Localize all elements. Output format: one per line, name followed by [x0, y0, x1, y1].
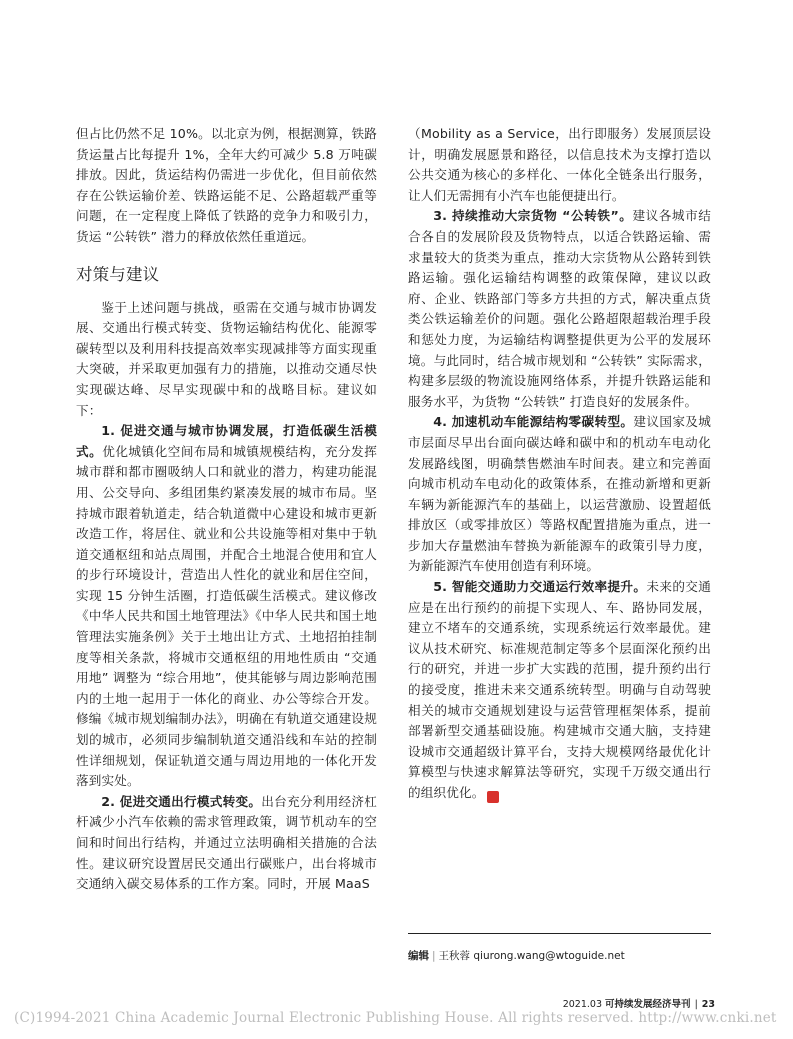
divider: | — [694, 999, 698, 1010]
editor-name: 王秋蓉 — [438, 950, 471, 962]
recommendation-title: 1. 促进交通与城市协调发展，打造低碳生活模式。 — [76, 423, 377, 459]
recommendation-1 — [76, 421, 377, 792]
left-column — [76, 124, 377, 895]
recommendation-3 — [408, 206, 711, 412]
recommendation-title: 5. 智能交通助力交通运行效率提升。 — [433, 579, 647, 595]
recommendation-5 — [408, 577, 711, 804]
copyright-watermark: (C)1994-2021 China Academic Journal Electronic Publishing House. All rights reserved. http://www.cnki.net — [14, 1010, 777, 1026]
recommendation-title: 3. 持续推动大宗货物 “公转铁”。 — [433, 208, 633, 224]
recommendation-body: 建议国家及城市层面尽早出台面向碳达峰和碳中和的机动车电动化发展路线图，明确禁售燃油车时间表。建立和完善面向城市机动车电动化的政策体系，在推动新增和更新车辆为新能源汽车的基础上，以运营激励、设置超低排放区（或零排放区）等路权配置措施为重点，进一步加大存量燃油车替换为新能源车的政策引导力度，为新能源汽车使用创造有利环境。 — [408, 414, 712, 574]
page-number: 23 — [701, 999, 715, 1010]
right-column — [408, 124, 711, 804]
issue-number: 2021.03 — [562, 999, 603, 1010]
recommendation-body: 出台充分利用经济杠杆减少小汽车依赖的需求管理政策，调节机动车的空间和时间出行结构，并通过立法明确相关措施的合法性。建议研究设置居民交通出行碳账户，出台将城市交通纳入碳交易体系的工作方案。同时，开展 MaaS — [76, 793, 377, 892]
recommendation-body: 未来的交通应是在出行预约的前提下实现人、车、路协同发展，建立不堵车的交通系统，实现系统运行效率最优。建议从技术研究、标准规范制定等多个层面深化预约出行的研究，并进一步扩大实践的范围，提升预约出行的接受度，推进未来交通系统转型。明确与自动驾驶相关的城市交通规划建设与运营管理框架体系，提前部署新型交通基础设施。构建城市交通大脑，支持建设城市交通超级计算平台，支持大规模网络最优化计算模型与快速求解算法等研究，实现千万级交通出行的组织优化。 — [408, 579, 712, 800]
recommendation-body: 建议各城市结合各自的发展阶段及货物特点，以适合铁路运输、需求量较大的货类为重点，推动大宗货物从公路转到铁路运输。强化运输结构调整的政策保障，建议以政府、企业、铁路部门等多方共担的方式，解决重点货类公铁运输差价的问题。强化公路超限超载治理手段和惩处力度，为运输结构调整提供更为公平的发展环境。与此同时，结合城市规划和 “公转铁” 实际需求，构建多层级的物流设施网络体系，并提升铁路运能和服务水平，为货物 “公转铁” 打造良好的发展条件。 — [408, 208, 711, 409]
end-mark-icon: ✦ — [487, 791, 499, 803]
recommendation-title: 4. 加速机动车能源结构零碳转型。 — [433, 414, 634, 430]
paragraph: （Mobility as a Service，出行即服务）发展顶层设计，明确发展愿景和路径，以信息技术为支撑打造以公共交通为核心的多样化、一体化全链条出行服务，让人们无需拥有小汽车也能便捷出行。 — [408, 126, 711, 203]
editor-credit — [408, 948, 625, 963]
divider: | — [432, 950, 436, 962]
recommendation-body: 优化城镇化空间布局和城镇规模结构，充分发挥城市群和都市圈吸纳人口和就业的潜力，构建功能混用、公交导向、多组团集约紧凑发展的城市布局。坚持城市跟着轨道走，结合轨道微中心建设和城市更新改造工作，将居住、就业和公共设施等相对集中于轨道交通枢纽和站点周围，并配合土地混合使用和宜人的步行环境设计，营造出人性化的就业和居住空间，实现 15 分钟生活圈，打造低碳生活模式。建议修改《中华人民共和国土地管理法》《中华人民共和国土地管理法实施条例》关于土地出让方式、土地招拍挂制度等相关条款，将城市交通枢纽的用地性质由 “交通用地” 调整为 “综合用地”，使其能够与周边影响范围内的土地一起用于一体化的商业、办公等综合开发。修编《城市规划编制办法》，明确在有轨道交通建设规划的城市，必须同步编制轨道交通沿线和车站的控制性详细规划，保证轨道交通与周边用地的一体化开发落到实处。 — [76, 443, 377, 789]
paragraph: 鉴于上述问题与挑战，亟需在交通与城市协调发展、交通出行模式转变、货物运输结构优化、能源零碳转型以及利用科技提高效率实现减排等方面实现重大突破，并采取更加强有力的措施，以推动交通尽快实现碳达峰、尽早实现碳中和的战略目标。建议如下： — [76, 299, 377, 418]
recommendation-title: 2. 促进交通出行模式转变。 — [101, 793, 262, 809]
page-footer — [563, 996, 715, 1010]
editor-label: 编辑 — [408, 950, 429, 962]
editor-divider — [408, 933, 711, 934]
editor-email[interactable]: qiurong.wang@wtoguide.net — [473, 950, 625, 962]
journal-name: 可持续发展经济导刊 — [605, 999, 691, 1010]
section-heading: 对策与建议 — [76, 264, 160, 284]
recommendation-2 — [76, 792, 377, 895]
paragraph: 但占比仍然不足 10%。以北京为例，根据测算，铁路货运量占比每提升 1%，全年大约可减少 5.8 万吨碳排放。因此，货运结构仍需进一步优化，但目前依然存在公铁运输价差、铁路运能不足、公路超载严重等问题，在一定程度上降低了铁路的竞争力和吸引力，货运 “公转铁” 潜力的释放依然任重道远。 — [76, 126, 377, 244]
recommendation-4 — [408, 412, 711, 577]
